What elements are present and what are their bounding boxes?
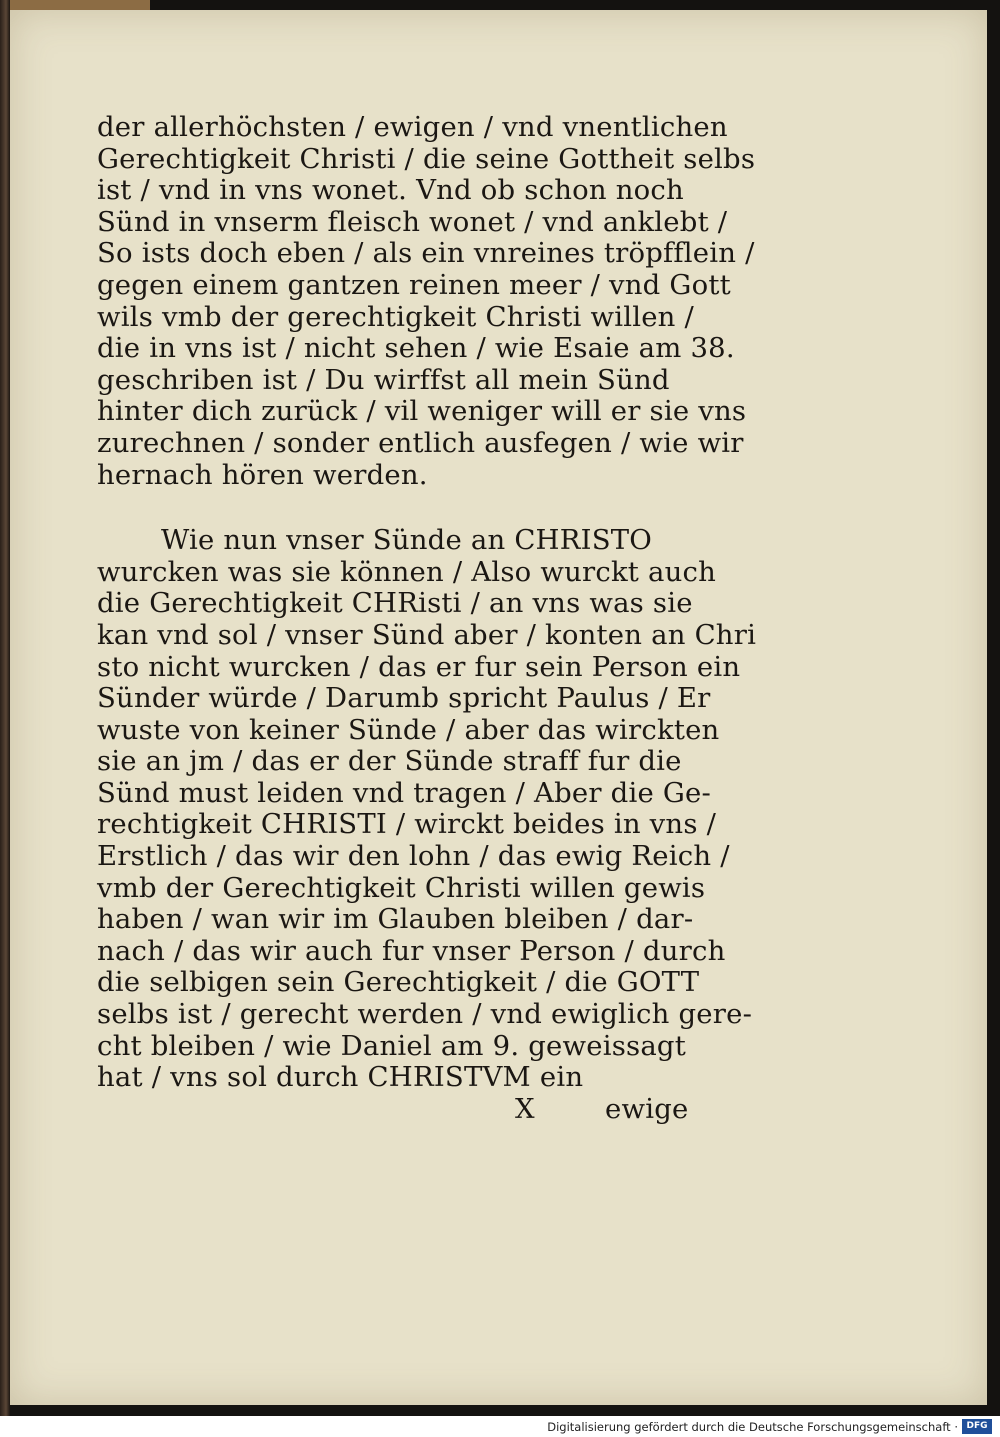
text-line: wuste von keiner Sünde / aber das wirckten [97, 713, 720, 746]
text-line: Sünd in vnserm fleisch wonet / vnd anklebt / [97, 205, 728, 238]
funding-text: Digitalisierung gefördert durch die Deutsche Forschungsgemeinschaft · [547, 1420, 958, 1434]
dfg-logo-icon: DFG [962, 1419, 992, 1434]
text-line: So ists doch eben / als ein vnreines tröpfflein / [97, 237, 755, 270]
text-line: rechtigkeit CHRISTI / wirckt beides in vns / [97, 808, 717, 841]
signature-mark: X [515, 1092, 535, 1125]
text-line: Gerechtigkeit Christi / die seine Gottheit selbs [97, 142, 756, 175]
text-line: hinter dich zurück / vil weniger will er sie vns [97, 395, 747, 428]
paragraph-gap [97, 491, 697, 525]
text-line: wils vmb der gerechtigkeit Christi willen / [97, 300, 695, 333]
text-line: gegen einem gantzen reinen meer / vnd Gott [97, 268, 731, 301]
funding-footer [0, 1416, 1000, 1437]
text-line: die in vns ist / nicht sehen / wie Esaie am 38. [97, 332, 735, 365]
text-line: ist / vnd in vns wonet. Vnd ob schon noch [97, 174, 684, 207]
text-line: Sünd must leiden vnd tragen / Aber die Ge- [97, 776, 711, 809]
top-edge-tab [10, 0, 150, 10]
text-line: die selbigen sein Gerechtigkeit / die GOTT [97, 966, 700, 999]
page-foot-line [97, 1094, 697, 1126]
book-spine-edge [0, 0, 10, 1416]
text-line: zurechnen / sonder entlich ausfegen / wie wir [97, 426, 744, 459]
text-line: der allerhöchsten / ewigen / vnd vnentlichen [97, 111, 728, 143]
text-line: kan vnd sol / vnser Sünd aber / konten an Chri [97, 618, 757, 651]
text-line: Wie nun vnser Sünde an CHRISTO [161, 524, 653, 557]
paragraph-2 [97, 524, 757, 1094]
text-line: wurcken was sie können / Also wurckt auch [97, 555, 717, 588]
text-line: Erstlich / das wir den lohn / das ewig Reich / [97, 840, 730, 873]
text-line: haben / wan wir im Glauben bleiben / dar- [97, 903, 694, 936]
paragraph-1 [97, 111, 756, 491]
text-line: nach / das wir auch fur vnser Person / durch [97, 934, 726, 967]
text-line: Sünder würde / Darumb spricht Paulus / Er [97, 682, 711, 715]
text-line: hernach hören werden. [97, 458, 428, 491]
text-line: sie an jm / das er der Sünde straff fur die [97, 745, 682, 778]
text-line: die Gerechtigkeit CHRisti / an vns was sie [97, 587, 693, 620]
text-line: sto nicht wurcken / das er fur sein Person ein [97, 650, 741, 683]
page-text [97, 111, 757, 1125]
catchword: ewige [605, 1092, 689, 1125]
text-line: hat / vns sol durch CHRISTVM ein [97, 1061, 584, 1094]
text-line: cht bleiben / wie Daniel am 9. geweissagt [97, 1029, 686, 1062]
text-line: vmb der Gerechtigkeit Christi willen gewis [97, 871, 706, 904]
text-line: selbs ist / gerecht werden / vnd ewiglich gere- [97, 998, 753, 1031]
text-line: geschriben ist / Du wirffst all mein Sünd [97, 363, 670, 396]
